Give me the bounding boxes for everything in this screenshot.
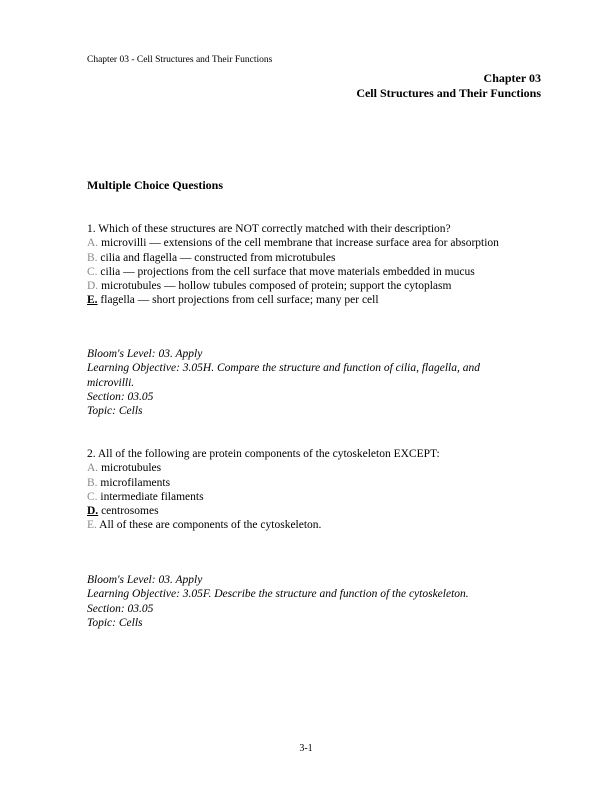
option-letter: B. bbox=[87, 251, 98, 264]
option-c bbox=[87, 265, 537, 279]
option-letter: A. bbox=[87, 237, 99, 250]
section-heading: Multiple Choice Questions bbox=[87, 178, 224, 192]
option-letter: E. bbox=[87, 519, 97, 532]
option-letter: E. bbox=[87, 294, 98, 307]
topic: Topic: Cells bbox=[87, 405, 143, 418]
topic: Topic: Cells bbox=[87, 616, 143, 629]
option-e-correct bbox=[87, 293, 537, 307]
chapter-title-block bbox=[356, 71, 541, 101]
option-letter: C. bbox=[87, 490, 98, 503]
option-text: microtubules — hollow tubules composed of protein; support the cytoplasm bbox=[98, 280, 452, 293]
question-stem: 1. Which of these structures are NOT correctly matched with their description? bbox=[87, 223, 451, 235]
chapter-title: Cell Structures and Their Functions bbox=[356, 86, 541, 100]
blooms-level: Bloom's Level: 03. Apply bbox=[87, 348, 203, 360]
chapter-number: Chapter 03 bbox=[483, 71, 541, 85]
option-a bbox=[87, 461, 537, 475]
section-ref: Section: 03.05 bbox=[87, 390, 154, 403]
learning-objective: Learning Objective: 3.05H. Compare the structure and function of cilia, flagella, and microvilli. bbox=[87, 362, 480, 389]
option-text: intermediate filaments bbox=[97, 490, 204, 503]
option-letter: B. bbox=[87, 476, 98, 489]
option-text: cilia and flagella — constructed from microtubules bbox=[97, 251, 336, 264]
option-letter: D. bbox=[87, 280, 99, 293]
option-text: cilia — projections from the cell surface that move materials embedded in mucus bbox=[97, 265, 475, 278]
option-text: All of these are components of the cytoskeleton. bbox=[96, 519, 322, 532]
question-stem: 2. All of the following are protein components of the cytoskeleton EXCEPT: bbox=[87, 448, 440, 460]
question-2-metadata bbox=[87, 573, 507, 630]
option-d bbox=[87, 279, 537, 293]
question-1 bbox=[87, 222, 537, 308]
option-c bbox=[87, 490, 537, 504]
option-text: microvilli — extensions of the cell membrane that increase surface area for absorption bbox=[98, 237, 499, 250]
option-a bbox=[87, 236, 537, 250]
page-number: 3-1 bbox=[299, 743, 313, 754]
option-letter: C. bbox=[87, 265, 98, 278]
option-letter: D. bbox=[87, 505, 99, 518]
option-text: microfilaments bbox=[97, 476, 171, 489]
running-header: Chapter 03 - Cell Structures and Their Functions bbox=[87, 55, 273, 65]
learning-objective: Learning Objective: 3.05F. Describe the structure and function of the cytoskeleton. bbox=[87, 588, 469, 601]
option-b bbox=[87, 251, 537, 265]
option-e bbox=[87, 518, 537, 532]
option-letter: A. bbox=[87, 462, 99, 475]
option-text: microtubules bbox=[98, 462, 162, 475]
option-text: centrosomes bbox=[98, 505, 159, 518]
question-1-metadata bbox=[87, 347, 507, 418]
option-text: flagella — short projections from cell surface; many per cell bbox=[97, 294, 379, 307]
section-ref: Section: 03.05 bbox=[87, 602, 154, 615]
option-b bbox=[87, 476, 537, 490]
question-2 bbox=[87, 447, 537, 533]
option-d-correct bbox=[87, 504, 537, 518]
blooms-level: Bloom's Level: 03. Apply bbox=[87, 574, 203, 586]
